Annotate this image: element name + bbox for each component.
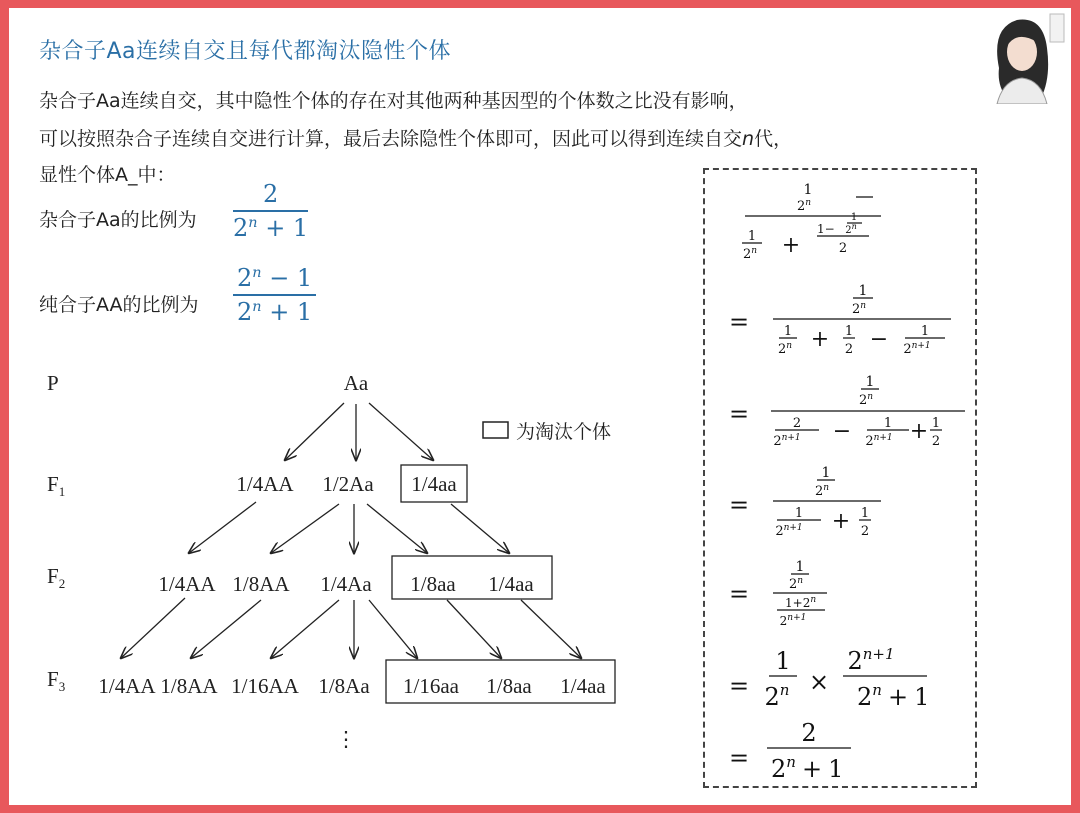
step1-den-c: $2^{n+1}$ [903,341,931,357]
svg-text:1: 1 [795,559,805,575]
svg-text:1: 1 [844,324,854,339]
label-f3: $F_3$ [47,667,66,694]
node-f1-2: 1/4aa [411,472,457,496]
svg-text:2: 2 [860,524,870,539]
node-p-aa: Aa [343,371,369,395]
svg-text:=: = [728,744,750,772]
svg-text:1: 1 [803,182,813,198]
step5-den-right: $2^n + 1$ [857,681,930,711]
svg-text:1−: 1− [817,222,835,236]
svg-text:=: = [728,580,750,608]
svg-text:2: 2 [792,416,802,431]
svg-text:1: 1 [821,465,831,481]
svg-text:+: + [909,419,929,444]
legend-box-icon [483,422,508,438]
step3-num-den: 2$^n$ [814,483,830,499]
node-f2-3: 1/8aa [410,572,456,596]
step5-num-right: $2^{n+1}$ [847,645,895,675]
homo-ratio-label: 纯合子AA的比例为 [39,294,199,316]
node-f1-0: 1/4AA [236,472,294,496]
step6-den: $2^n + 1$ [771,753,844,783]
svg-text:1: 1 [858,283,868,299]
page-title: 杂合子Aa连续自交且每代都淘汰隐性个体 [39,39,452,64]
node-f3-0: 1/4AA [98,674,156,698]
hetero-ratio-fraction: $\frac{2}{2^n + 1}$ [233,180,309,242]
svg-text:−: − [832,419,852,444]
step2-den-a: $2^{n+1}$ [773,433,801,449]
ellipsis-icon: ⋮ [335,727,357,751]
svg-text:+: + [781,233,801,258]
label-f1: $F_1$ [47,472,66,499]
node-f3-4: 1/16aa [403,674,459,698]
svg-text:1: 1 [783,324,793,339]
svg-text:+: + [831,509,851,534]
svg-text:×: × [808,668,830,696]
svg-text:1: 1 [747,229,757,244]
step0-inner-den: 2$^n$ [845,222,857,236]
node-f3-5: 1/8aa [486,674,532,698]
svg-text:=: = [728,672,750,700]
step1-num-den: 2$^n$ [851,301,867,317]
node-f3-3: 1/8Aa [318,674,370,698]
step5-den-left: 2$^n$ [764,681,790,711]
hetero-ratio-label: 杂合子Aa的比例为 [39,209,197,231]
step2-den-b: $2^{n+1}$ [865,433,893,449]
paragraph-line-1: 杂合子Aa连续自交，其中隐性个体的存在对其他两种基因型的个体数之比没有影响， [39,90,748,112]
svg-text:=: = [728,308,750,336]
step2-num-den: 2$^n$ [858,392,874,408]
step4-den-top: $1+2^n$ [785,595,817,610]
step0-num-den: 2$^n$ [796,198,812,214]
svg-text:2: 2 [844,342,854,357]
node-f1-1: 1/2Aa [322,472,374,496]
paragraph-line-2: 可以按照杂合子连续自交进行计算，最后去除隐性个体即可，因此可以得到连续自交n代， [39,128,793,150]
derivation-steps [705,170,975,786]
svg-text:1: 1 [794,506,804,521]
paragraph-line-3: 显性个体A_中： [39,164,176,186]
node-f3-2: 1/16AA [231,674,299,698]
svg-text:1: 1 [920,324,930,339]
node-f2-1: 1/8AA [232,572,290,596]
svg-text:1: 1 [860,506,870,521]
svg-text:+: + [810,327,830,352]
svg-text:=: = [728,491,750,519]
svg-text:2: 2 [931,434,941,449]
svg-text:2: 2 [838,241,848,256]
svg-text:−: − [869,327,889,352]
derivation-box [703,168,977,788]
step4-num-den: 2$^n$ [788,576,804,592]
node-f3-6: 1/4aa [560,674,606,698]
node-f2-4: 1/4aa [488,572,534,596]
step0-den-left: 2$^n$ [742,246,758,262]
slide [9,8,1071,805]
node-f2-0: 1/4AA [158,572,216,596]
step4-den-bottom: $2^{n+1}$ [779,613,807,628]
svg-text:1: 1 [865,374,875,390]
legend-label: 为淘汰个体 [516,421,612,443]
svg-text:1: 1 [775,647,791,675]
svg-text:1: 1 [931,416,941,431]
svg-text:1: 1 [883,416,893,431]
node-f3-1: 1/8AA [160,674,218,698]
step1-den-a: 2$^n$ [777,341,793,357]
node-f2-2: 1/4Aa [320,572,372,596]
homo-ratio-fraction: $\frac{2^n - 1}{2^n + 1}$ [233,264,316,326]
label-f2: $F_2$ [47,564,66,591]
step3-den-a: $2^{n+1}$ [775,523,803,539]
svg-text:=: = [728,400,750,428]
svg-text:1: 1 [850,212,858,223]
svg-text:2: 2 [801,719,817,747]
label-p: P [47,371,59,395]
